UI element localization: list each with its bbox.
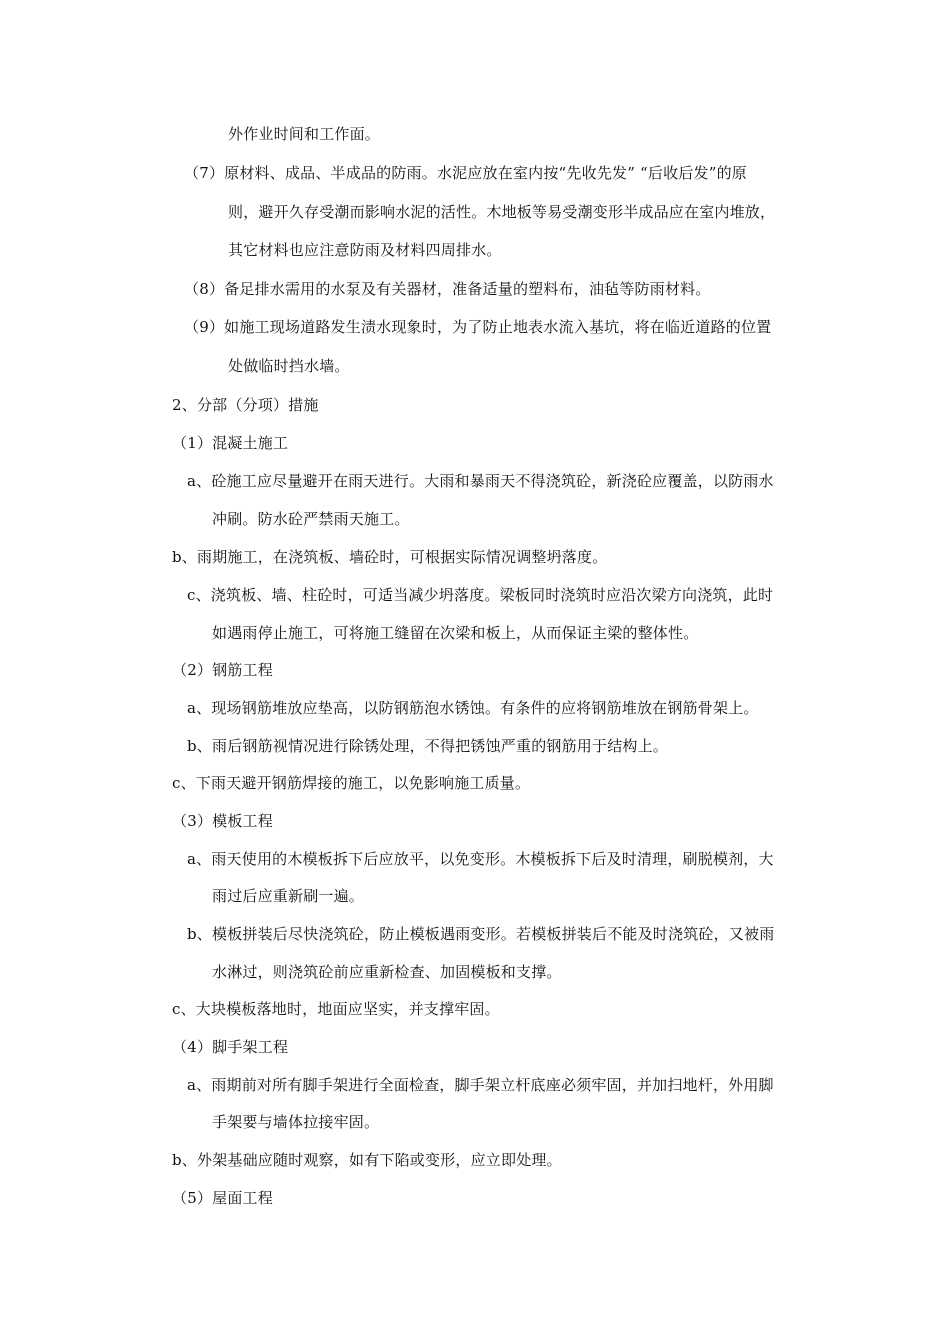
text-line: 外作业时间和工作面。 xyxy=(228,125,381,143)
text-line: c、浇筑板、墙、柱砼时，可适当减少坍落度。梁板同时浇筑时应沿次梁方向浇筑，此时 xyxy=(187,586,774,604)
text-line: （9）如施工现场道路发生渍水现象时，为了防止地表水流入基坑，将在临近道路的位置 xyxy=(184,318,772,336)
text-line: b、雨后钢筋视情况进行除锈处理，不得把锈蚀严重的钢筋用于结构上。 xyxy=(187,737,669,755)
section-heading: 2、分部（分项）措施 xyxy=(172,396,319,414)
text-line: 则，避开久存受潮而影响水泥的活性。木地板等易受潮变形半成品应在室内堆放， xyxy=(228,203,776,221)
text-line: b、模板拼装后尽快浇筑砼，防止模板遇雨变形。若模板拼装后不能及时浇筑砼，又被雨 xyxy=(187,925,775,943)
text-line: （7）原材料、成品、半成品的防雨。水泥应放在室内按“先收先发” “后收后发”的原 xyxy=(184,164,747,182)
subsection-heading: （4）脚手架工程 xyxy=(172,1038,289,1056)
text-line: c、大块模板落地时，地面应坚实，并支撑牢固。 xyxy=(172,1000,500,1018)
text-line: 冲刷。防水砼严禁雨天施工。 xyxy=(212,510,410,528)
text-line: 水淋过，则浇筑砼前应重新检查、加固模板和支撑。 xyxy=(212,963,562,981)
text-line: a、雨天使用的木模板拆下后应放平，以免变形。木模板拆下后及时清理，刷脱模剂，大 xyxy=(187,850,774,868)
text-line: c、下雨天避开钢筋焊接的施工，以免影响施工质量。 xyxy=(172,774,531,792)
subsection-heading: （5）屋面工程 xyxy=(172,1189,273,1207)
text-line: 其它材料也应注意防雨及材料四周排水。 xyxy=(228,241,502,259)
text-line: b、雨期施工，在浇筑板、墙砼时，可根据实际情况调整坍落度。 xyxy=(172,548,608,566)
text-line: 手架要与墙体拉接牢固。 xyxy=(212,1113,380,1131)
text-line: 如遇雨停止施工，可将施工缝留在次梁和板上，从而保证主梁的整体性。 xyxy=(212,624,699,642)
text-line: a、雨期前对所有脚手架进行全面检查，脚手架立杆底座必须牢固，并加扫地杆，外用脚 xyxy=(187,1076,774,1094)
text-line: a、砼施工应尽量避开在雨天进行。大雨和暴雨天不得浇筑砼，新浇砼应覆盖，以防雨水 xyxy=(187,472,774,490)
text-line: b、外架基础应随时观察，如有下陷或变形，应立即处理。 xyxy=(172,1151,562,1169)
subsection-heading: （3）模板工程 xyxy=(172,812,273,830)
text-line: 雨过后应重新刷一遍。 xyxy=(212,887,365,905)
subsection-heading: （1）混凝土施工 xyxy=(172,434,289,452)
subsection-heading: （2）钢筋工程 xyxy=(172,661,273,679)
text-line: （8）备足排水需用的水泵及有关器材，准备适量的塑料布，油毡等防雨材料。 xyxy=(184,280,711,298)
text-line: a、现场钢筋堆放应垫高，以防钢筋泡水锈蚀。有条件的应将钢筋堆放在钢筋骨架上。 xyxy=(187,699,759,717)
text-line: 处做临时挡水墙。 xyxy=(228,357,350,375)
